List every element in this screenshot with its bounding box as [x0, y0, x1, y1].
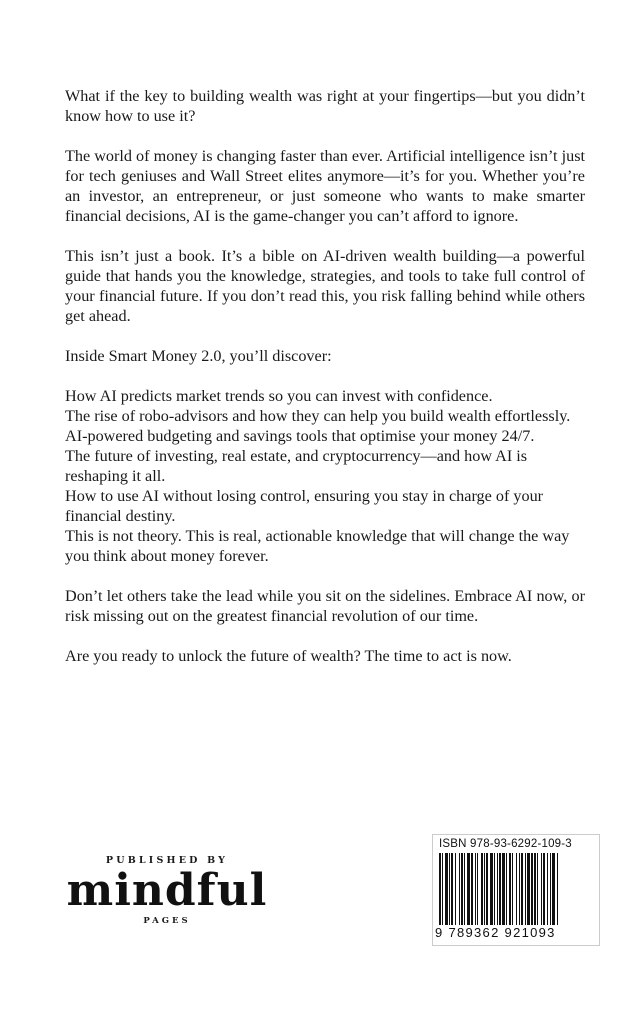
barcode-bar	[455, 853, 456, 925]
barcode-bar	[521, 853, 523, 925]
barcode-bar	[527, 853, 530, 925]
barcode-bar	[512, 853, 513, 925]
blurb-paragraph-5: Don’t let others take the lead while you sit on the sidelines. Embrace AI now, or risk missing out on the greatest financial revolution of our time.	[65, 587, 585, 625]
isbn-barcode	[432, 834, 600, 946]
barcode-bar	[509, 853, 511, 925]
barcode-bar	[534, 853, 536, 925]
barcode-bar	[494, 853, 495, 925]
barcode-bar	[451, 853, 453, 925]
barcode-bar	[550, 853, 551, 925]
barcode-bar	[497, 853, 498, 925]
barcode-bar	[543, 853, 545, 925]
publisher-name: mindful	[66, 865, 268, 916]
list-item: This is not theory. This is real, actionable knowledge that will change the way you think about money forever.	[65, 527, 570, 565]
list-item: The rise of robo-advisors and how they can help you build wealth effortlessly.	[65, 407, 571, 425]
discover-list	[65, 386, 585, 566]
barcode-bar	[484, 853, 485, 925]
blurb-paragraph-2: The world of money is changing faster than ever. Artificial intelligence isn’t just for tech geniuses and Wall Street elites anymore—it’s for you. Whether you’re an investor, an entrepreneur, or just someone who wants to make smarter financial decisions, AI is the game-changer you can’t afford to ignore.	[65, 147, 585, 225]
list-item: How to use AI without losing control, ensuring you stay in charge of your financial destiny.	[65, 487, 544, 525]
blurb-paragraph-1: What if the key to building wealth was right at your fingertips—but you didn’t know how to use it?	[65, 87, 585, 125]
barcode-bar	[552, 853, 555, 925]
blurb-text	[65, 86, 585, 666]
isbn-label: ISBN 978-93-6292-109-3	[439, 838, 572, 850]
barcode-bar	[471, 853, 473, 925]
barcode-bar	[477, 853, 478, 925]
barcode-bar	[461, 853, 463, 925]
barcode-bar	[516, 853, 517, 925]
barcode-bar	[490, 853, 493, 925]
barcode-bars	[439, 853, 593, 925]
barcode-bar	[449, 853, 450, 925]
list-item: The future of investing, real estate, and cryptocurrency—and how AI is reshaping it all.	[65, 447, 528, 485]
barcode-bar	[439, 853, 441, 925]
barcode-bar	[464, 853, 465, 925]
barcode-bar	[506, 853, 507, 925]
barcode-bar	[502, 853, 505, 925]
barcode-bar	[547, 853, 548, 925]
barcode-bar	[467, 853, 470, 925]
barcode-bar	[541, 853, 542, 925]
barcode-bar	[481, 853, 483, 925]
barcode-bar	[519, 853, 520, 925]
barcode-bar	[531, 853, 533, 925]
blurb-paragraph-3: This isn’t just a book. It’s a bible on AI-driven wealth building—a powerful guide that hands you the knowledge, strategies, and tools to take full control of your financial future. If you don’t read this, you risk falling behind while others get ahead.	[65, 247, 585, 325]
publisher-bottom-text: PAGES	[143, 916, 191, 926]
blurb-paragraph-6: Are you ready to unlock the future of wealth? The time to act is now.	[65, 647, 512, 665]
barcode-bar	[442, 853, 443, 925]
barcode-bar	[486, 853, 488, 925]
barcode-bar	[499, 853, 501, 925]
barcode-bar	[445, 853, 448, 925]
barcode-bar	[557, 853, 558, 925]
barcode-bar	[525, 853, 526, 925]
barcode-digits: 9 789362 921093	[435, 925, 556, 940]
publisher-logo	[62, 855, 272, 926]
barcode-bar	[459, 853, 460, 925]
barcode-bar	[475, 853, 476, 925]
publisher-top-text: PUBLISHED BY	[105, 855, 229, 866]
blurb-paragraph-4: Inside Smart Money 2.0, you’ll discover:	[65, 347, 332, 365]
list-item: How AI predicts market trends so you can invest with confidence.	[65, 387, 493, 405]
list-item: AI-powered budgeting and savings tools that optimise your money 24/7.	[65, 427, 535, 445]
barcode-bar	[537, 853, 538, 925]
